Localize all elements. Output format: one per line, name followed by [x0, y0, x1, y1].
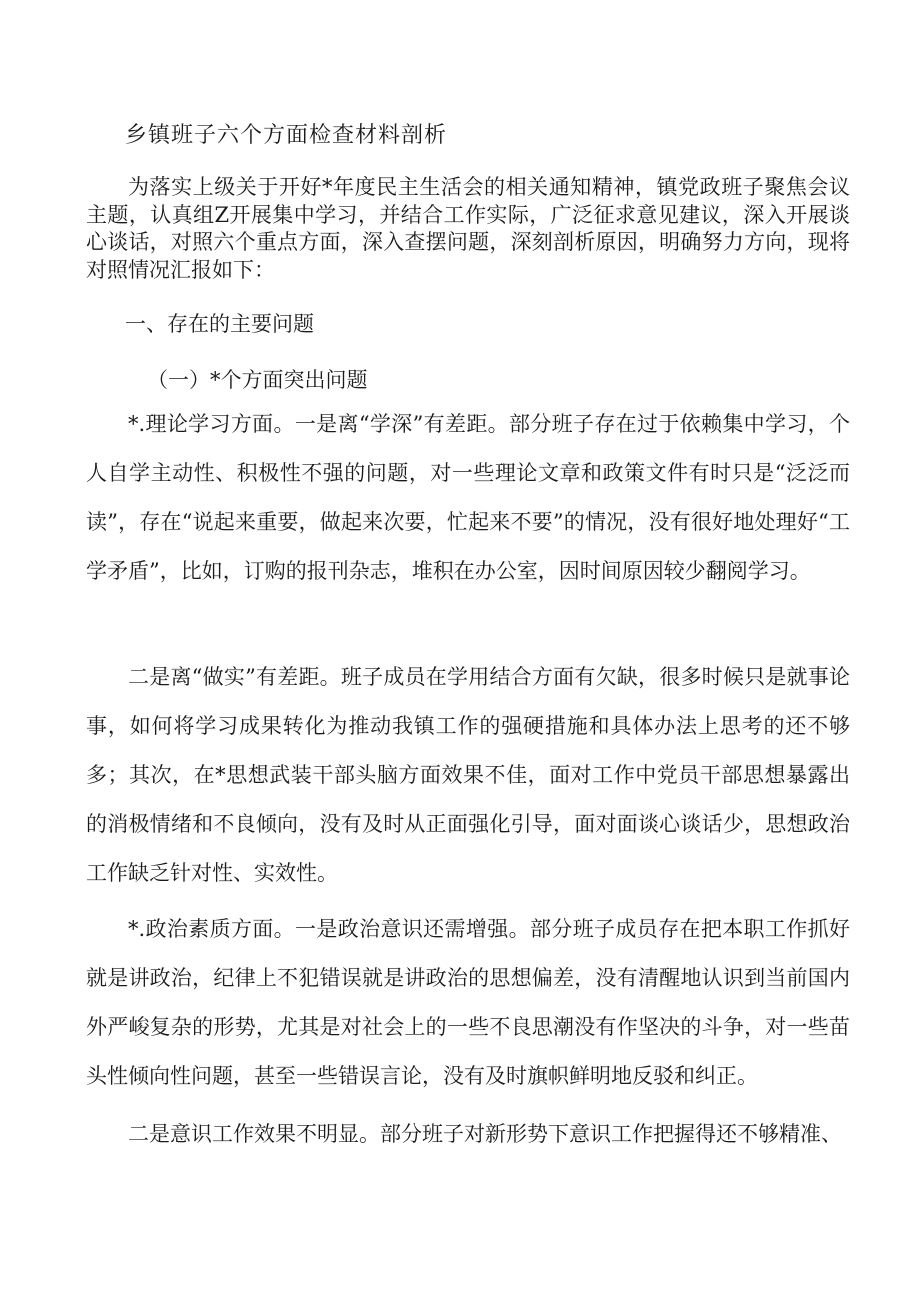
section-heading-main-problems: 一、存在的主要问题 [125, 312, 314, 336]
paragraph-political-quality: *.政治素质方面。一是政治意识还需增强。部分班子成员存在把本职工作抓好就是讲政治，纪律上不犯错误就是讲政治的思想偏差，没有清醒地认识到当前国内外严峻复杂的形势，尤其是对社会上的一些不良思潮没有作坚决的斗争，对一些苗头性倾向性问题，甚至一些错误言论，没有及时旗帜鲜明地反驳和纠正。 [86, 917, 850, 1088]
paragraph-practice-gap: 二是离“做实”有差距。班子成员在学用结合方面有欠缺，很多时候只是就事论事，如何将学习成果转化为推动我镇工作的强硬措施和具体办法上思考的还不够多；其次，在*思想武装干部头脑方面效果不佳，面对工作中党员干部思想暴露出的消极情绪和不良倾向，没有及时从正面强化引导，面对面谈心谈话少，思想政治工作缺乏针对性、实效性。 [86, 665, 850, 885]
subsection-heading-prominent-problems: （一）*个方面突出问题 [147, 368, 368, 392]
paragraph-ideology-work: 二是意识工作效果不明显。部分班子对新形势下意识工作把握得还不够精准、 [128, 1122, 842, 1146]
intro-paragraph: 为落实上级关于开好*年度民主生活会的相关通知精神，镇党政班子聚焦会议主题，认真组Z开展集中学习，并结合工作实际，广泛征求意见建议，深入开展谈心谈话，对照六个重点方面，深入查摆问题，深刻剖析原因，明确努力方向，现将对照情况汇报如下： [86, 175, 850, 282]
paragraph-theory-study: *.理论学习方面。一是离“学深”有差距。部分班子存在过于依赖集中学习，个人自学主动性、积极性不强的问题，对一些理论文章和政策文件有时只是“泛泛而读”，存在“说起来重要，做起来次要，忙起来不要”的情况，没有很好地处理好“工学矛盾”，比如，订购的报刊杂志，堆积在办公室，因时间原因较少翻阅学习。 [86, 412, 850, 583]
document-title: 乡镇班子六个方面检查材料剖析 [125, 123, 448, 148]
